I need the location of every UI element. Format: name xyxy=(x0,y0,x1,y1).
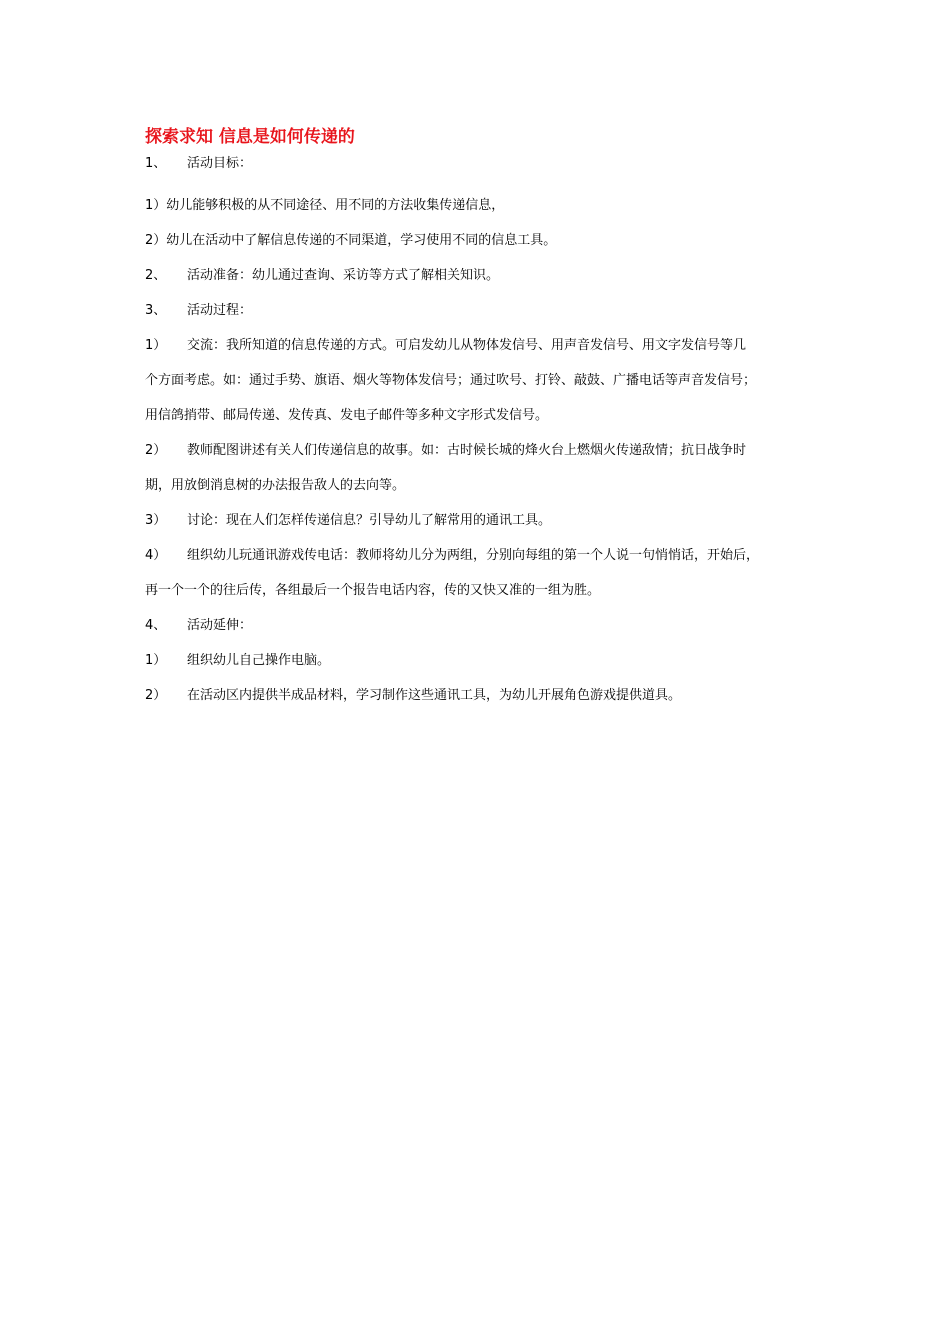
paragraph-process-3 xyxy=(145,503,825,538)
paragraph-text: 活动目标： xyxy=(187,156,253,171)
paragraph-number: 2、 xyxy=(145,268,167,283)
document-body xyxy=(145,125,825,713)
paragraph-process-1 xyxy=(145,328,825,363)
paragraph-text: 活动延伸： xyxy=(187,618,253,633)
paragraph-text: 幼儿能够积极的从不同途径、用不同的方法收集传递信息， xyxy=(166,198,505,213)
paragraph-number: 2） xyxy=(145,688,167,703)
paragraph-continuation: 用信鸽捎带、邮局传递、发传真、发电子邮件等多种文字形式发信号。 xyxy=(145,408,549,423)
paragraph-number: 1） xyxy=(145,653,167,668)
paragraph-continuation: 再一个一个的往后传，各组最后一个报告电话内容，传的又快又准的一组为胜。 xyxy=(145,583,601,598)
paragraph-heading-1 xyxy=(145,153,825,175)
paragraph-text: 教师配图讲述有关人们传递信息的故事。如：古时候长城的烽火台上燃烟火传递敌情；抗日战争时 xyxy=(187,443,747,458)
paragraph-process-2 xyxy=(145,433,825,468)
paragraph-number: 1、 xyxy=(145,156,167,171)
paragraph-text: 组织幼儿自己操作电脑。 xyxy=(187,653,331,668)
paragraph-heading-4 xyxy=(145,608,825,643)
paragraph-number: 4、 xyxy=(145,618,167,633)
paragraph-goal-1 xyxy=(145,188,825,223)
paragraph-text: 讨论：现在人们怎样传递信息？引导幼儿了解常用的通讯工具。 xyxy=(187,513,552,528)
paragraph-number: 1） xyxy=(145,338,167,353)
paragraph-process-4 xyxy=(145,538,825,573)
paragraph-text: 幼儿在活动中了解信息传递的不同渠道，学习使用不同的信息工具。 xyxy=(166,233,557,248)
paragraph-goal-2 xyxy=(145,223,825,258)
paragraph-text: 组织幼儿玩通讯游戏传电话：教师将幼儿分为两组，分别向每组的第一个人说一句悄悄话，开始后， xyxy=(187,548,760,563)
paragraph-number: 1） xyxy=(145,198,167,213)
paragraph-heading-3 xyxy=(145,293,825,328)
paragraph-text: 活动过程： xyxy=(187,303,253,318)
paragraph-number: 2） xyxy=(145,233,167,248)
paragraph-extension-2 xyxy=(145,678,825,713)
paragraph-continuation: 个方面考虑。如：通过手势、旗语、烟火等物体发信号；通过吹号、打铃、敲鼓、广播电话等声音发信号； xyxy=(145,373,757,388)
paragraph-text: 在活动区内提供半成品材料，学习制作这些通讯工具，为幼儿开展角色游戏提供道具。 xyxy=(187,688,682,703)
paragraph-extension-1 xyxy=(145,643,825,678)
paragraph-number: 3、 xyxy=(145,303,167,318)
document-title: 探索求知 信息是如何传递的 xyxy=(145,127,355,147)
paragraph-number: 2） xyxy=(145,443,167,458)
paragraph-continuation: 期，用放倒消息树的办法报告敌人的去向等。 xyxy=(145,478,406,493)
paragraph-number: 3） xyxy=(145,513,167,528)
paragraph-text: 活动准备：幼儿通过查询、采访等方式了解相关知识。 xyxy=(187,268,500,283)
paragraph-text: 交流：我所知道的信息传递的方式。可启发幼儿从物体发信号、用声音发信号、用文字发信号等几 xyxy=(187,338,747,353)
paragraph-number: 4） xyxy=(145,548,167,563)
paragraph-heading-2 xyxy=(145,258,825,293)
